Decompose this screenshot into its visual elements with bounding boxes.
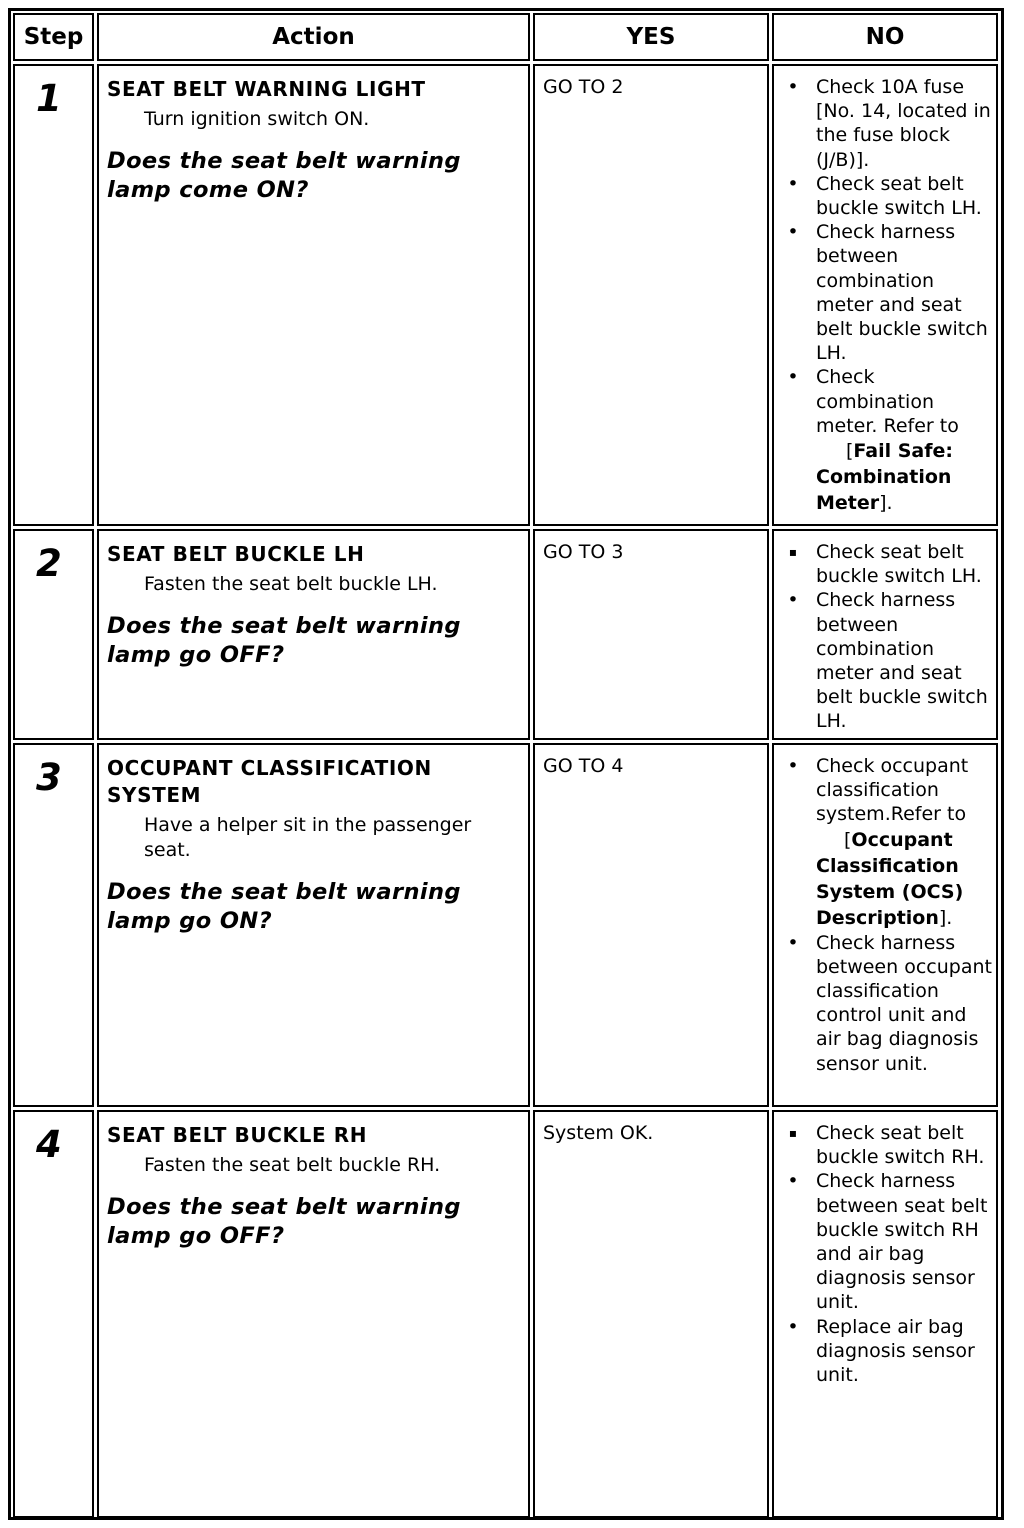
list-item: • Check harness between combination meter and seat belt buckle switch LH. bbox=[787, 221, 988, 365]
list-item: • Check 10A fuse [No. 14, located in the fuse block (J/B)]. bbox=[787, 76, 991, 171]
yes-cell bbox=[533, 529, 769, 740]
header-yes: YES bbox=[533, 13, 769, 61]
action-question: Does the seat belt warning lamp go OFF? bbox=[107, 1194, 461, 1249]
yes-result: GO TO 4 bbox=[543, 755, 624, 777]
no-cell bbox=[772, 529, 998, 740]
action-cell bbox=[97, 743, 530, 1107]
action-instruction: Fasten the seat belt buckle LH. bbox=[144, 573, 438, 595]
bullet-icon: • bbox=[787, 589, 799, 612]
bullet-icon: • bbox=[787, 1315, 799, 1338]
no-cell bbox=[772, 743, 998, 1107]
yes-cell bbox=[533, 1110, 769, 1518]
action-title: SEAT BELT WARNING LIGHT bbox=[107, 77, 426, 101]
no-cell bbox=[772, 64, 998, 526]
bullet-icon: • bbox=[787, 366, 799, 389]
action-question: Does the seat belt warning lamp come ON? bbox=[107, 148, 461, 203]
no-action-list bbox=[774, 75, 992, 516]
action-cell bbox=[97, 1110, 530, 1518]
action-title: SEAT BELT BUCKLE LH bbox=[107, 542, 365, 566]
bullet-icon: • bbox=[787, 221, 799, 244]
square-bullet-icon: ▪ bbox=[788, 1126, 798, 1140]
step-number: 2 bbox=[36, 542, 62, 585]
yes-cell bbox=[533, 743, 769, 1107]
action-cell bbox=[97, 529, 530, 740]
action-instruction: Have a helper sit in the passenger seat. bbox=[144, 814, 472, 861]
no-action-list bbox=[774, 540, 992, 734]
action-instruction: Turn ignition switch ON. bbox=[144, 108, 370, 130]
yes-result: GO TO 2 bbox=[543, 76, 624, 98]
step-number: 3 bbox=[36, 756, 62, 799]
action-cell bbox=[97, 64, 530, 526]
yes-cell bbox=[533, 64, 769, 526]
action-title: SEAT BELT BUCKLE RH bbox=[107, 1123, 368, 1147]
header-no: NO bbox=[772, 13, 998, 61]
bullet-icon: • bbox=[787, 931, 799, 954]
list-item: • Check harness between occupant classification control unit and air bag diagnosis sensor unit. bbox=[787, 931, 992, 1075]
yes-result: System OK. bbox=[543, 1122, 654, 1144]
step-cell bbox=[13, 529, 94, 740]
yes-result: GO TO 3 bbox=[543, 541, 624, 563]
list-item: ▪ Check seat belt buckle switch LH. bbox=[774, 540, 992, 588]
reference-link[interactable]: [Fail Safe: Combination Meter]. bbox=[816, 440, 954, 515]
list-item: • Check harness between seat belt buckle switch RH and air bag diagnosis sensor unit. bbox=[787, 1170, 988, 1314]
square-bullet-icon: ▪ bbox=[788, 545, 798, 559]
step-number: 4 bbox=[36, 1123, 62, 1166]
step-cell bbox=[13, 1110, 94, 1518]
action-title: OCCUPANT CLASSIFICATION SYSTEM bbox=[107, 756, 432, 807]
list-item: ▪ Check seat belt buckle switch RH. bbox=[774, 1121, 992, 1169]
no-cell bbox=[772, 1110, 998, 1518]
list-item: • Replace air bag diagnosis sensor unit. bbox=[787, 1315, 975, 1387]
header-step: Step bbox=[13, 13, 94, 61]
list-item: • Check combination meter. Refer to [Fail Safe: Combination Meter]. bbox=[774, 365, 992, 516]
step-cell bbox=[13, 743, 94, 1107]
header-action: Action bbox=[97, 13, 530, 61]
bullet-icon: • bbox=[787, 172, 799, 195]
list-item: • Check occupant classification system.Refer to [Occupant Classification System (OCS) Description]. bbox=[774, 754, 992, 931]
bullet-icon: • bbox=[787, 1170, 799, 1193]
step-number: 1 bbox=[36, 77, 62, 120]
action-question: Does the seat belt warning lamp go ON? bbox=[107, 879, 461, 934]
reference-link[interactable]: [Occupant Classification System (OCS) Description]. bbox=[816, 828, 964, 929]
list-item: • Check harness between combination meter and seat belt buckle switch LH. bbox=[787, 589, 988, 733]
action-question: Does the seat belt warning lamp go OFF? bbox=[107, 613, 461, 668]
action-instruction: Fasten the seat belt buckle RH. bbox=[144, 1154, 441, 1176]
bullet-icon: • bbox=[787, 76, 799, 98]
no-action-list bbox=[774, 754, 992, 1076]
no-action-list bbox=[774, 1121, 992, 1387]
list-item: • Check seat belt buckle switch LH. bbox=[787, 172, 982, 220]
bullet-icon: • bbox=[787, 755, 799, 777]
step-cell bbox=[13, 64, 94, 526]
